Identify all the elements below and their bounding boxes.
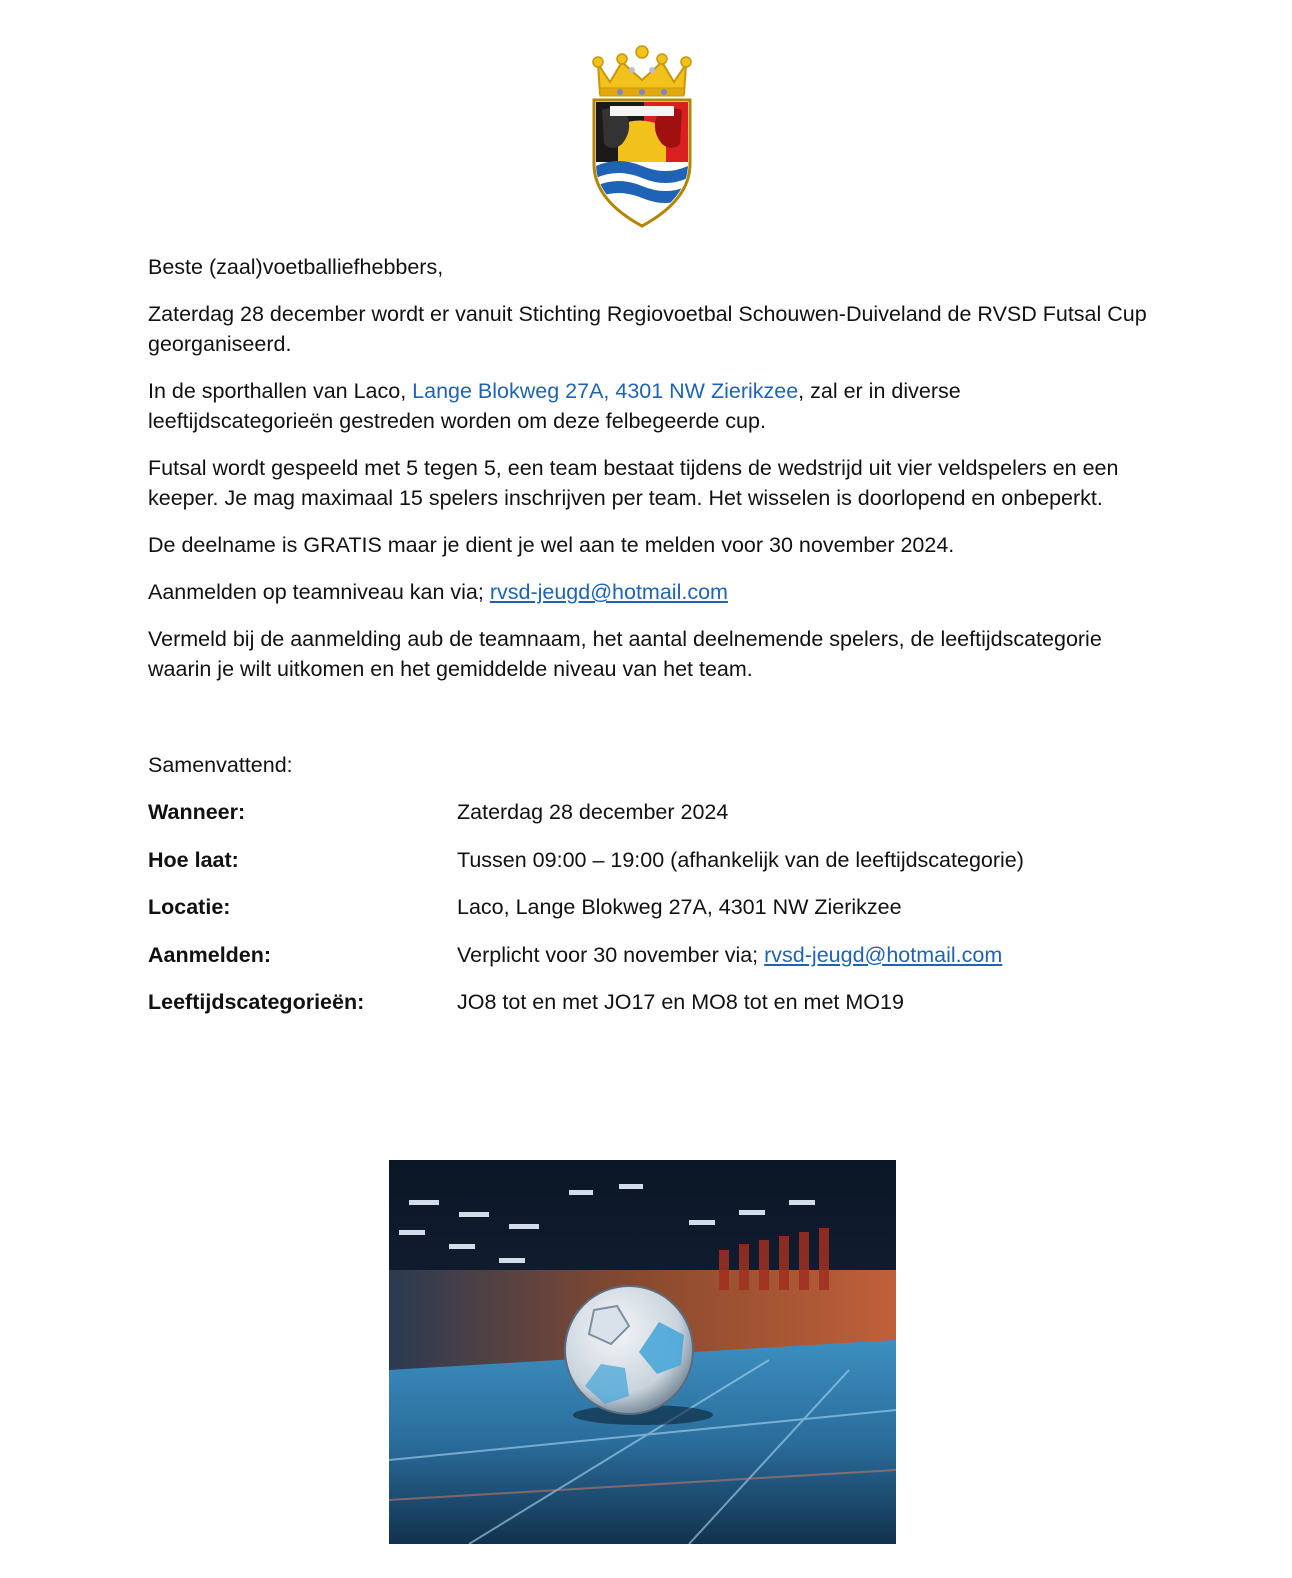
- summary-key: Leeftijdscategorieën:: [148, 990, 365, 1014]
- summary-email-link[interactable]: rvsd-jeugd@hotmail.com: [764, 942, 1003, 967]
- futsal-photo: [389, 1160, 896, 1544]
- summary-value: Tussen 09:00 – 19:00 (afhankelijk van de leeftijdscategorie): [457, 847, 1024, 872]
- summary-row-location: [148, 892, 1148, 940]
- summary-heading: Samenvattend:: [148, 753, 293, 777]
- summary-key: Aanmelden:: [148, 942, 272, 967]
- summary-row-signup: [148, 940, 1148, 988]
- summary-value: Laco, Lange Blokweg 27A, 4301 NW Zierikzee: [457, 895, 902, 919]
- location-paragraph: [148, 376, 1148, 436]
- summary-row-time: [148, 845, 1148, 893]
- email-link[interactable]: rvsd-jeugd@hotmail.com: [489, 580, 728, 604]
- location-text-before: In de sporthallen van Laco,: [148, 379, 413, 403]
- shield-icon: [594, 100, 690, 226]
- summary-value: [457, 940, 1148, 970]
- summary-row-categories: [148, 987, 1148, 1035]
- details-paragraph: Vermeld bij de aanmelding aub de teamnaam, het aantal deelnemende spelers, de leeftijdscategorie waarin je wilt uitkomen en het gemiddelde niveau van het team.: [148, 627, 1102, 681]
- signup-paragraph: [148, 577, 1148, 607]
- greeting: Beste (zaal)voetballiefhebbers,: [148, 255, 444, 279]
- signup-text: Aanmelden op teamniveau kan via;: [148, 580, 490, 604]
- signup-value-text: Verplicht voor 30 november via;: [457, 942, 765, 967]
- address-link[interactable]: Lange Blokweg 27A, 4301 NW Zierikzee: [412, 379, 799, 403]
- location-text-after: , zal er in diverse leeftijdscategorieën gestreden worden om deze felbegeerde cup.: [148, 379, 961, 433]
- summary-value: JO8 tot en met JO17 en MO8 tot en met MO19: [457, 990, 904, 1014]
- rules-paragraph: Futsal wordt gespeeld met 5 tegen 5, een team bestaat tijdens de wedstrijd uit vier veldspelers en een keeper. Je mag maximaal 15 spelers inschrijven per team. Het wisselen is doorlopend en onbeperkt.: [148, 456, 1119, 510]
- coat-of-arms-icon: [588, 44, 696, 228]
- summary-row-when: [148, 797, 1148, 845]
- summary-table: [148, 797, 1148, 1035]
- crown-icon: [593, 46, 691, 96]
- intro-paragraph: Zaterdag 28 december wordt er vanuit Stichting Regiovoetbal Schouwen-Duiveland de RVSD Futsal Cup georganiseerd.: [148, 302, 1147, 356]
- summary-key: Hoe laat:: [148, 847, 239, 872]
- summary-key: Wanneer:: [148, 800, 246, 824]
- summary-key: Locatie:: [148, 895, 231, 919]
- summary-value: Zaterdag 28 december 2024: [457, 800, 729, 824]
- letter-body: [148, 252, 1148, 1035]
- fee-paragraph: De deelname is GRATIS maar je dient je wel aan te melden voor 30 november 2024.: [148, 533, 955, 557]
- ball-icon: [565, 1286, 693, 1414]
